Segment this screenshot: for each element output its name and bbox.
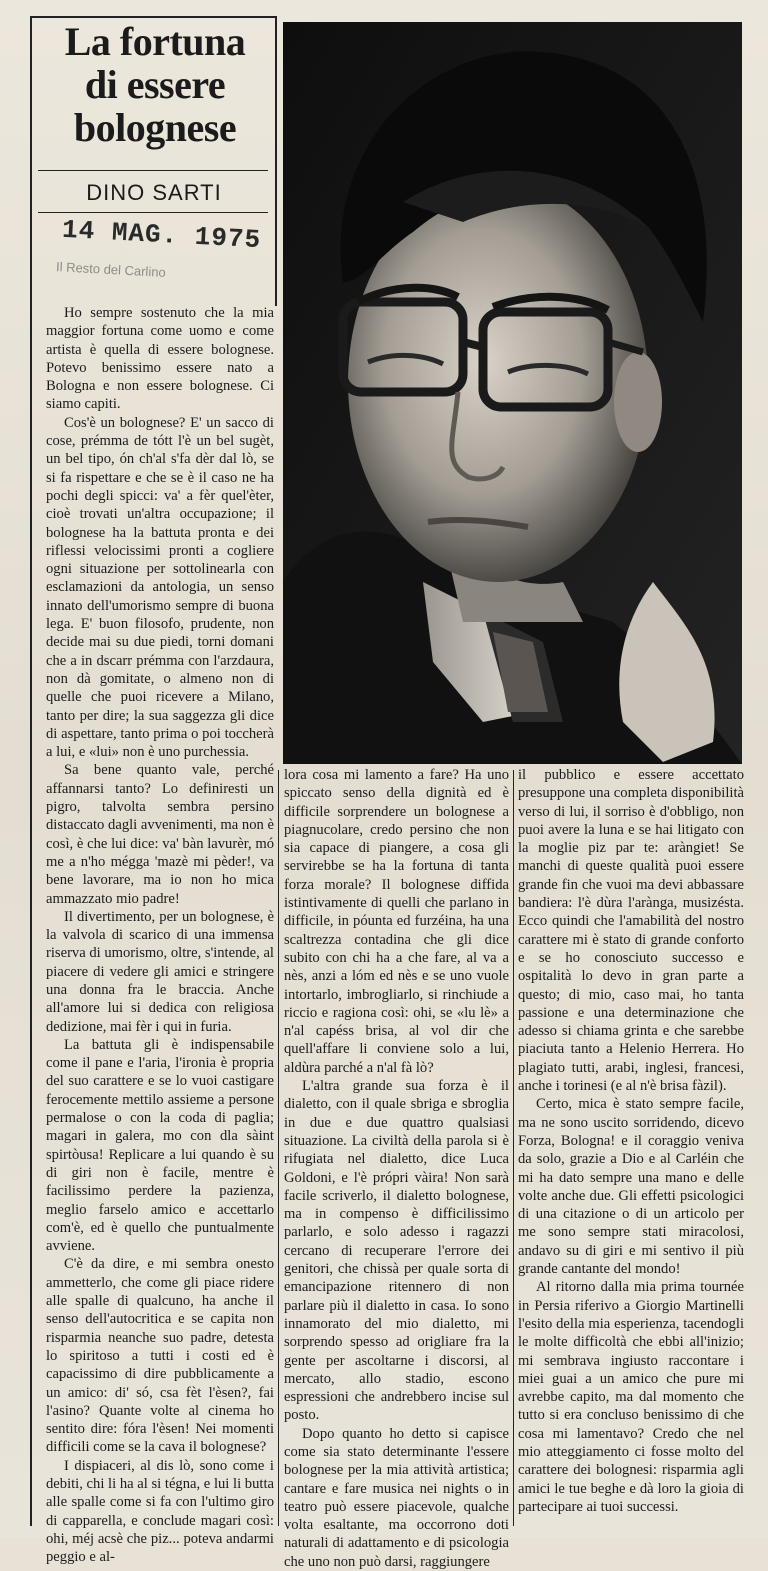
paragraph: Certo, mica è stato sempre facile, ma ne sono uscito sorridendo, dicevo Forza, Bologna! e il coraggio veniva da solo, grazie a Dio e al Carléin che mi ha dato sempre una mano e delle volte anche due. Gli effetti psicologici di una citazione o di un articolo per me sono sempre stati miracolosi, andavo su di giri e mi sentivo il più grande cantante del mondo! <box>518 1096 744 1278</box>
headline-line-1: La fortuna <box>64 19 246 64</box>
portrait-photo <box>283 22 742 764</box>
left-column-rule <box>30 16 32 1526</box>
headline <box>36 20 274 149</box>
paragraph: lora cosa mi lamento a fare? Ha uno spiccato senso della dignità ed è difficile sorprendere un bolognese a piagnucolare, credo persino che non sia capace di piangere, a cosa gli servirebbe se ha la fortuna di tanta forza morale? Il bolognese diffida istintivamente di quelli che parlano in difficile, in póunta ed furzéina, ha una scaltrezza contadina che gli dice subito con chi ha a che fare, al va a nès, anzi a lóm ed nès e se uno vuole intortarlo, imbrogliarlo, si rinchiude a riccio e ragiona così: ohi, se «lu lè» a n'al capéss brisa, al vol dir che quell'affare li conviene solo a lui, aldùra parché a n'al fà lò? <box>284 767 509 1076</box>
stamp-note: Il Resto del Carlino <box>55 259 167 280</box>
byline-divider-rule <box>38 212 268 213</box>
column-rule-2 <box>278 770 279 1526</box>
headline-line-3: bolognese <box>73 105 237 150</box>
paragraph: I dispiaceri, al dis lò, sono come i debiti, chi li ha al si tégna, e lui li butta alle spalle come si fa con l'ultimo giro di capparella, e conclude magari così: ohi, méj acsè che piz... poteva andarmi peggio e al- <box>46 1457 274 1566</box>
paragraph: il pubblico e essere accettato presuppone una completa disponibilità verso di lui, il sorriso è d'obbligo, non puoi avere la luna e se hai litigato con la moglie piz par te: aràngiet! Se manchi di queste qualità puoi essere grande fin che vuoi ma devi abbassare bandiera: l'è dùra l'arànga, musizésta. Ecco quindi che l'amabilità del nostro carattere mi è stato di grande conforto e se ho conosciuto successo e ospitalità lo devo in gran parte a questo; di mio, caso mai, ho tanta passione e una determinazione che adesso si chiama grinta e che sarebbe piaciuta tanto a Helenio Herrera. Ho plagiato tutti, arabi, inglesi, francesi, anche i torinesi (e al n'è brisa fàzil). <box>518 767 744 1095</box>
article-column-3 <box>518 766 744 1516</box>
headline-line-2: di essere <box>84 62 226 107</box>
article-column-1 <box>46 304 274 1566</box>
paragraph: La battuta gli è indispensabile come il pane e l'aria, l'ironia è propria del suo carattere e se lo vuoi castigare ferocemente mettilo assieme a persone permalose o con la coda di paglia; magari in galera, mo con dla sàint spirtòusa! Replicare a lui quando è su di giri non è facile, mentre è facilissimo perdere la pazienza, meglio farselo amico e accettarlo com'è, ed è quello che puntualmente avviene. <box>46 1036 274 1255</box>
paragraph: Ho sempre sostenuto che la mia maggior fortuna come uomo e come artista è quella di essere bolognese. Potevo benissimo essere nato a Bologna e non essere bolognese. Ci siamo capiti. <box>46 305 274 413</box>
headline-box-top-rule <box>30 16 277 18</box>
date-stamp: 14 MAG. 1975 <box>61 214 262 256</box>
paragraph: L'altra grande sua forza è il dialetto, con il quale sbriga e sbroglia in due e due quattro qualsiasi situazione. La civiltà della parola si è rifugiata nel dialetto, dice Luca Goldoni, e l'è própri vàira! Non sarà facile scriverlo, il dialetto bolognese, ma in compenso è difficilissimo parlarlo, e solo adesso i ragazzi cercano di recuperare l'errore dei genitori, che chissà per quale sorta di emancipazione ritennero di non parlare più il dialetto in casa. Io sono innamorato del mio dialetto, mi sorprendo spesso ad origliare fra la gente per ascoltarne i discorsi, al mercato, allo stadio, escono espressioni che andrebbero incise sul posto. <box>284 1078 509 1424</box>
author-byline: DINO SARTI <box>86 180 222 205</box>
column-rule-3 <box>513 770 514 1526</box>
paragraph: C'è da dire, e mi sembra onesto ammetterlo, che come gli piace ridere alle spalle di qualcuno, ha anche il senso dell'autocritica e se capita non risparmia neanche suo padre, detesta lo spiritoso a tutti i costi ed è capacissimo di dire pubblicamente a un amico: di' só, csa fèt l'èsen?, fai l'asino? Quante volte al cinema ho sentito dire: fóra l'èsen! Nei momenti difficili come se la cava il bolognese? <box>46 1256 274 1456</box>
paragraph: Al ritorno dalla mia prima tournée in Persia riferivo a Giorgio Martinelli l'esito della mia esperienza, tacendogli le molte difficoltà che ebbi all'inizio; mi sembrava ingiusto raccontare i miei guai a un amico che pure mi avrebbe capito, ma dal momento che tutto si era concluso benissimo di che cosa mi lamentavo? Credo che nel mio atteggiamento ci fosse molto del carattere dei bolognesi: risparmia agli amici le tue beghe e dà loro la gioia di partecipare ai tuoi successi. <box>518 1279 744 1515</box>
paragraph: Dopo quanto ho detto si capisce come sia stato determinante l'essere bolognese per la mia attività artistica; cantare e fare musica nei nights o in teatro può essere piacevole, qualche volta esaltante, ma occorrono doti naturali di adattamento e di psicologia che uno non può darsi, raggiungere <box>284 1425 509 1570</box>
headline-box-right-rule <box>275 16 277 306</box>
paragraph: Sa bene quanto vale, perché affannarsi tanto? Lo definiresti un pigro, talvolta sembra persino distaccato dagli avvenimenti, ma non è così, è che lui dice: va' bàn lavurèr, mó me a n'ho mégga 'mazè mi pèder!, va bene lavorare, ma io non ho mica ammazzato mio padre! <box>46 762 274 907</box>
paragraph: Il divertimento, per un bolognese, è la valvola di scarico di una immensa riserva di umorismo, oltre, s'intende, al piacere di vedere gli amici e stringere una donna fra le braccia. Anche all'amore lui si dedica con religiosa dedizione, mai fèr i qui in furia. <box>46 908 274 1035</box>
paragraph: Cos'è un bolognese? E' un sacco di cose, prémma de tótt l'è un bel sugèt, un bel tipo, ón ch'al s'fa dèr dal lò, se si fa rispettare e che se è il caso ne ha pochi degli spicci: va' a fèr quel'èter, cioè trovati un'altra occupazione; il bolognese ha la battuta pronta e dei riflessi velocissimi pronti a cogliere ogni situazione per sottolinearla con esclamazioni da antologia, un senso innato dell'umorismo sempre di buona lega. E' buon filosofo, prudente, non decide mai su due piedi, torni domani che a in dscarr prémma con l'arzdaura, non dà gomitate, o almeno non di quelle che puoi ricevere a Milano, tanto per dire; la sua saggezza gli dice di aspettare, tanto prima o poi toccherà a lui, e «lui» non è uno purchessia. <box>46 414 274 761</box>
article-column-2 <box>284 766 509 1571</box>
headline-divider-rule <box>38 170 268 171</box>
portrait-illustration <box>283 22 742 764</box>
